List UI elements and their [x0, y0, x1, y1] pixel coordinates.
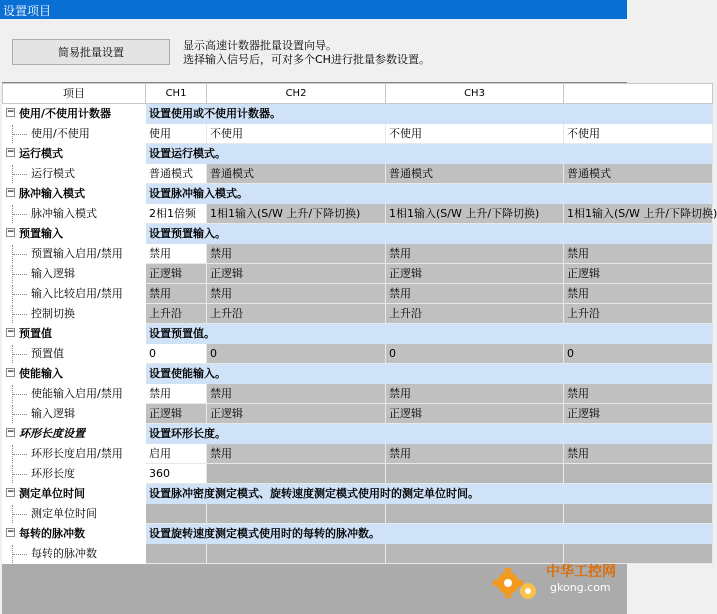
setting-label-cell — [3, 244, 146, 264]
toolbar-area — [0, 19, 627, 81]
setting-value-ch3[interactable]: 上升沿 — [386, 304, 564, 324]
watermark-domain: gkong.com — [550, 581, 611, 594]
category-row — [3, 524, 713, 544]
category-label: 测定单位时间 — [19, 486, 85, 500]
column-header-ch2: CH2 — [207, 84, 386, 104]
setting-value-ch2[interactable]: 禁用 — [207, 384, 386, 404]
category-label: 预置值 — [19, 326, 52, 340]
settings-grid — [2, 82, 717, 614]
tree-connector-icon — [3, 285, 31, 303]
category-label-cell[interactable] — [3, 484, 146, 504]
tree-connector-icon — [3, 505, 31, 523]
setting-value-ch3 — [386, 504, 564, 524]
setting-label: 环形长度 — [31, 466, 75, 480]
setting-value-ch2[interactable]: 禁用 — [207, 244, 386, 264]
collapse-toggle-icon[interactable]: − — [7, 187, 15, 197]
setting-row — [3, 304, 713, 324]
setting-value-ch4[interactable]: 普通模式 — [564, 164, 713, 184]
category-description: 设置使用或不使用计数器。 — [146, 104, 713, 124]
setting-label: 使用/不使用 — [31, 126, 90, 140]
setting-value-ch1[interactable]: 普通模式 — [146, 164, 207, 184]
category-label: 脉冲输入模式 — [19, 186, 85, 200]
tree-connector-icon — [3, 265, 31, 283]
setting-value-ch4 — [564, 504, 713, 524]
collapse-toggle-icon[interactable]: − — [7, 427, 15, 437]
setting-value-ch3[interactable]: 禁用 — [386, 384, 564, 404]
category-row — [3, 184, 713, 204]
setting-label: 测定单位时间 — [31, 506, 97, 520]
category-row — [3, 224, 713, 244]
setting-value-ch4[interactable]: 禁用 — [564, 284, 713, 304]
setting-value-ch2 — [207, 464, 386, 484]
setting-label: 运行模式 — [31, 166, 75, 180]
setting-row — [3, 244, 713, 264]
category-description: 设置运行模式。 — [146, 144, 713, 164]
column-header-ch4 — [564, 84, 713, 104]
setting-label-cell — [3, 164, 146, 184]
setting-value-ch3[interactable]: 正逻辑 — [386, 404, 564, 424]
collapse-toggle-icon[interactable]: − — [7, 487, 15, 497]
category-description: 设置使能输入。 — [146, 364, 713, 384]
category-label: 使用/不使用计数器 — [19, 106, 112, 120]
setting-value-ch2[interactable]: 禁用 — [207, 444, 386, 464]
tree-connector-icon — [3, 305, 31, 323]
category-description: 设置脉冲密度测定模式、旋转速度测定模式使用时的测定单位时间。 — [146, 484, 713, 504]
category-label-cell[interactable] — [3, 144, 146, 164]
category-label: 运行模式 — [19, 146, 63, 160]
tree-connector-icon — [3, 245, 31, 263]
setting-value-ch2[interactable]: 1相1输入(S/W 上升/下降切换) — [207, 204, 386, 224]
setting-row — [3, 264, 713, 284]
category-label: 环形长度设置 — [19, 426, 85, 440]
setting-value-ch2[interactable]: 0 — [207, 344, 386, 364]
setting-value-ch1[interactable]: 使用 — [146, 124, 207, 144]
setting-value-ch3 — [386, 464, 564, 484]
setting-value-ch1[interactable]: 正逻辑 — [146, 264, 207, 284]
category-description: 设置环形长度。 — [146, 424, 713, 444]
setting-value-ch4[interactable]: 禁用 — [564, 384, 713, 404]
setting-value-ch1[interactable]: 正逻辑 — [146, 404, 207, 424]
setting-label-cell — [3, 384, 146, 404]
setting-value-ch1[interactable]: 360 — [146, 464, 207, 484]
setting-value-ch4[interactable]: 不使用 — [564, 124, 713, 144]
collapse-toggle-icon[interactable]: − — [7, 527, 15, 537]
setting-row — [3, 344, 713, 364]
setting-value-ch2[interactable]: 不使用 — [207, 124, 386, 144]
setting-value-ch3[interactable]: 不使用 — [386, 124, 564, 144]
setting-value-ch1[interactable]: 禁用 — [146, 384, 207, 404]
setting-label-cell — [3, 264, 146, 284]
category-row — [3, 424, 713, 444]
settings-table — [2, 83, 717, 564]
setting-row — [3, 504, 713, 524]
setting-row — [3, 204, 713, 224]
setting-value-ch2[interactable]: 上升沿 — [207, 304, 386, 324]
setting-label-cell — [3, 344, 146, 364]
setting-value-ch3[interactable]: 禁用 — [386, 284, 564, 304]
category-row — [3, 484, 713, 504]
collapse-toggle-icon[interactable]: − — [7, 147, 15, 157]
column-header-item: 项目 — [3, 84, 146, 104]
tree-connector-icon — [3, 205, 31, 223]
setting-label-cell — [3, 504, 146, 524]
setting-value-ch3[interactable]: 正逻辑 — [386, 264, 564, 284]
category-label-cell[interactable] — [3, 364, 146, 384]
setting-value-ch3[interactable]: 0 — [386, 344, 564, 364]
setting-row — [3, 124, 713, 144]
setting-label-cell — [3, 204, 146, 224]
category-label: 预置输入 — [19, 226, 63, 240]
setting-label-cell — [3, 124, 146, 144]
tree-connector-icon — [3, 345, 31, 363]
setting-label: 每转的脉冲数 — [31, 546, 97, 560]
tree-connector-icon — [3, 385, 31, 403]
setting-label: 预置输入启用/禁用 — [31, 246, 123, 260]
setting-label: 控制切换 — [31, 306, 75, 320]
setting-label: 脉冲输入模式 — [31, 206, 97, 220]
setting-value-ch2[interactable]: 普通模式 — [207, 164, 386, 184]
setting-value-ch4[interactable]: 正逻辑 — [564, 404, 713, 424]
category-description: 设置预置输入。 — [146, 224, 713, 244]
setting-value-ch4[interactable]: 禁用 — [564, 444, 713, 464]
setting-value-ch1 — [146, 504, 207, 524]
category-description: 设置旋转速度测定模式使用时的每转的脉冲数。 — [146, 524, 713, 544]
setting-label-cell — [3, 464, 146, 484]
setting-label: 输入逻辑 — [31, 406, 75, 420]
collapse-toggle-icon[interactable]: − — [7, 367, 15, 377]
setting-label: 输入比较启用/禁用 — [31, 286, 123, 300]
category-row — [3, 144, 713, 164]
tree-connector-icon — [3, 165, 31, 183]
category-label-cell[interactable] — [3, 524, 146, 544]
category-label-cell[interactable] — [3, 184, 146, 204]
batch-setting-description — [183, 39, 430, 67]
category-label-cell[interactable] — [3, 224, 146, 244]
setting-value-ch1 — [146, 544, 207, 564]
category-label-cell[interactable] — [3, 324, 146, 344]
tree-connector-icon — [3, 545, 31, 563]
watermark-text: 中华工控网 — [546, 564, 616, 580]
setting-label: 使能输入启用/禁用 — [31, 386, 123, 400]
setting-value-ch4[interactable]: 上升沿 — [564, 304, 713, 324]
setting-row — [3, 284, 713, 304]
collapse-toggle-icon[interactable]: − — [7, 107, 15, 117]
setting-value-ch4[interactable]: 禁用 — [564, 244, 713, 264]
setting-label-cell — [3, 444, 146, 464]
description-line-2: 选择输入信号后，可对多个CH进行批量参数设置。 — [183, 53, 430, 66]
category-description: 设置脉冲输入模式。 — [146, 184, 713, 204]
setting-value-ch4[interactable]: 1相1输入(S/W 上升/下降切换) — [564, 204, 713, 224]
setting-value-ch1[interactable]: 禁用 — [146, 284, 207, 304]
tree-connector-icon — [3, 125, 31, 143]
description-line-1: 显示高速计数器批量设置向导。 — [183, 39, 337, 52]
setting-value-ch1[interactable]: 启用 — [146, 444, 207, 464]
tree-connector-icon — [3, 465, 31, 483]
setting-label-cell — [3, 304, 146, 324]
category-row — [3, 364, 713, 384]
setting-row — [3, 404, 713, 424]
column-header-ch1: CH1 — [146, 84, 207, 104]
setting-row — [3, 444, 713, 464]
tree-connector-icon — [3, 445, 31, 463]
setting-value-ch3[interactable]: 1相1输入(S/W 上升/下降切换) — [386, 204, 564, 224]
category-label-cell[interactable] — [3, 104, 146, 124]
setting-value-ch2[interactable]: 正逻辑 — [207, 264, 386, 284]
category-description: 设置预置值。 — [146, 324, 713, 344]
setting-row — [3, 384, 713, 404]
collapse-toggle-icon[interactable]: − — [7, 327, 15, 337]
collapse-toggle-icon[interactable]: − — [7, 227, 15, 237]
setting-value-ch4[interactable]: 正逻辑 — [564, 264, 713, 284]
category-row — [3, 104, 713, 124]
setting-label-cell — [3, 544, 146, 564]
setting-value-ch4 — [564, 464, 713, 484]
setting-value-ch3[interactable]: 普通模式 — [386, 164, 564, 184]
category-label: 每转的脉冲数 — [19, 526, 85, 540]
category-label: 使能输入 — [19, 366, 63, 380]
setting-value-ch1[interactable]: 上升沿 — [146, 304, 207, 324]
category-label-cell[interactable] — [3, 424, 146, 444]
setting-row — [3, 464, 713, 484]
setting-value-ch2[interactable]: 禁用 — [207, 284, 386, 304]
setting-value-ch2[interactable]: 正逻辑 — [207, 404, 386, 424]
setting-value-ch2 — [207, 544, 386, 564]
setting-label: 环形长度启用/禁用 — [31, 446, 123, 460]
setting-value-ch1[interactable]: 0 — [146, 344, 207, 364]
setting-value-ch1[interactable]: 2相1倍频 — [146, 204, 207, 224]
setting-label: 输入逻辑 — [31, 266, 75, 280]
setting-label-cell — [3, 404, 146, 424]
setting-row — [3, 164, 713, 184]
column-header-ch3: CH3 — [386, 84, 564, 104]
tree-connector-icon — [3, 405, 31, 423]
setting-value-ch2 — [207, 504, 386, 524]
gear-logo-icon — [488, 555, 548, 605]
setting-value-ch3[interactable]: 禁用 — [386, 444, 564, 464]
setting-label: 预置值 — [31, 346, 64, 360]
setting-value-ch3[interactable]: 禁用 — [386, 244, 564, 264]
gkong-watermark — [488, 555, 623, 605]
grid-header-row — [3, 84, 713, 104]
setting-value-ch1[interactable]: 禁用 — [146, 244, 207, 264]
batch-setting-button[interactable]: 简易批量设置 — [12, 39, 170, 65]
setting-value-ch4[interactable]: 0 — [564, 344, 713, 364]
window-title: 设置项目 — [0, 0, 627, 19]
setting-label-cell — [3, 284, 146, 304]
category-row — [3, 324, 713, 344]
